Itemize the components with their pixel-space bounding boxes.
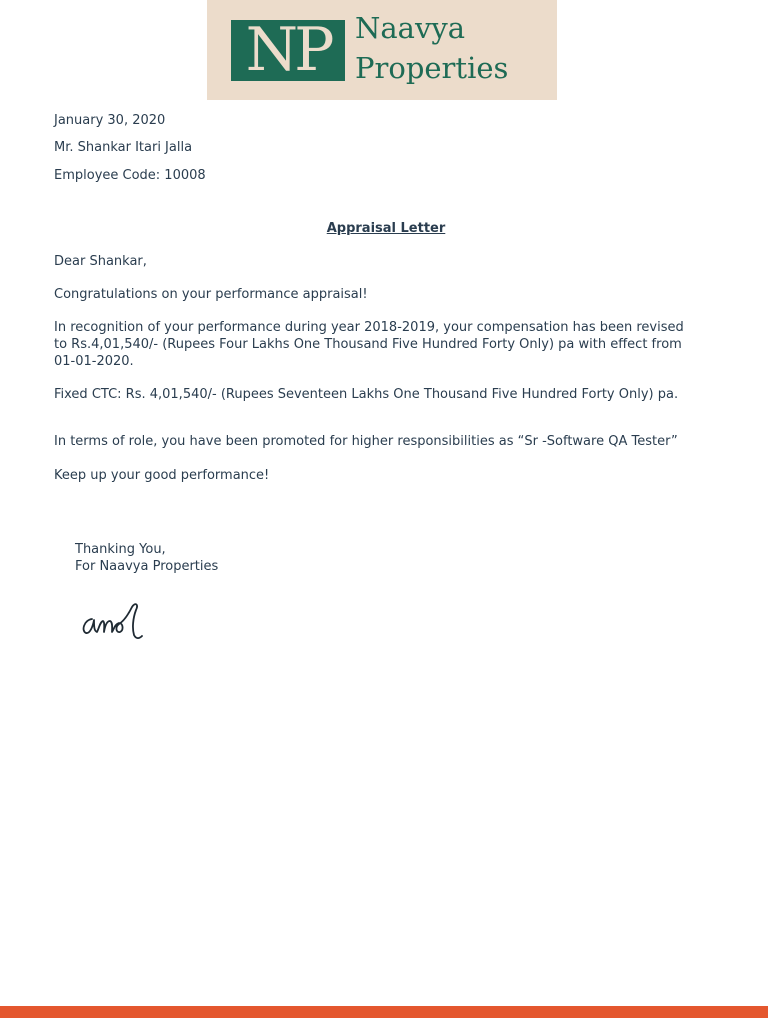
footer-bar: [0, 1006, 768, 1018]
logo-company-name: [355, 8, 508, 88]
logo-name-line2: Properties: [355, 51, 509, 85]
congratulations-text: Congratulations on your performance appraisal!: [54, 287, 368, 302]
letter-date: January 30, 2020: [54, 113, 166, 128]
recipient-name: Mr. Shankar Itari Jalla: [54, 140, 193, 155]
compensation-paragraph: In recognition of your performance during year 2018-2019, your compensation has been revised to Rs.4,01,540/- (Rupees Four Lakhs One Thousand Five Hundred Forty Only) pa with effect from 01-01-2020.: [54, 320, 684, 369]
signature: [78, 598, 150, 652]
keep-up-text: Keep up your good performance!: [54, 468, 270, 483]
closing-thanks: Thanking You,: [75, 542, 166, 557]
logo-name-line1: Naavya: [355, 11, 466, 45]
closing-company: For Naavya Properties: [75, 559, 219, 574]
company-logo: [207, 0, 557, 100]
logo-initials: NP: [231, 20, 345, 81]
letter-title: Appraisal Letter: [326, 221, 446, 236]
salutation: Dear Shankar,: [54, 254, 147, 269]
promotion-text: In terms of role, you have been promoted for higher responsibilities as “Sr -Software QA Tester”: [54, 434, 678, 449]
fixed-ctc-text: Fixed CTC: Rs. 4,01,540/- (Rupees Seventeen Lakhs One Thousand Five Hundred Forty Only) pa.: [54, 387, 679, 402]
employee-code: Employee Code: 10008: [54, 168, 206, 183]
